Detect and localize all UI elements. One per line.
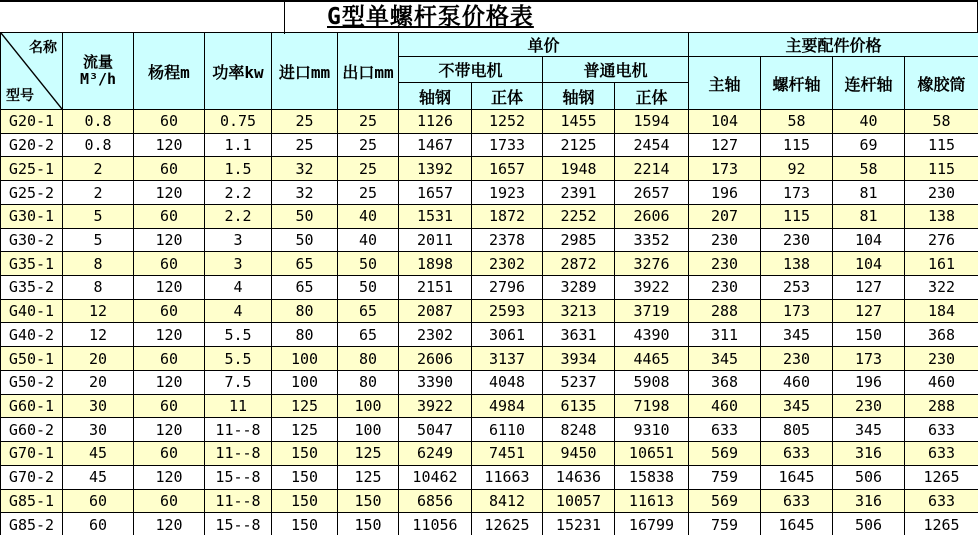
value-cell: 20 — [63, 347, 134, 371]
value-cell: 10651 — [615, 442, 689, 466]
value-cell: 3352 — [615, 228, 689, 252]
value-cell: 1265 — [905, 513, 978, 535]
value-cell: 1657 — [472, 157, 543, 181]
value-cell: 0.8 — [63, 133, 134, 157]
value-cell: 25 — [272, 110, 338, 134]
value-cell: 322 — [905, 276, 978, 300]
model-cell: G60-1 — [1, 394, 63, 418]
value-cell: 805 — [761, 418, 833, 442]
value-cell: 2302 — [472, 252, 543, 276]
value-cell: 120 — [134, 370, 205, 394]
value-cell: 506 — [833, 465, 905, 489]
value-cell: 80 — [272, 299, 338, 323]
value-cell: 115 — [905, 133, 978, 157]
value-cell: 60 — [134, 347, 205, 371]
model-cell: G85-1 — [1, 489, 63, 513]
value-cell: 2606 — [399, 347, 472, 371]
table-row — [1, 347, 978, 371]
value-cell: 25 — [338, 110, 399, 134]
value-cell: 120 — [134, 181, 205, 205]
value-cell: 25 — [272, 133, 338, 157]
value-cell: 173 — [761, 181, 833, 205]
value-cell: 196 — [689, 181, 761, 205]
value-cell: 125 — [272, 418, 338, 442]
value-cell: 633 — [689, 418, 761, 442]
value-cell: 60 — [134, 442, 205, 466]
value-cell: 2.2 — [205, 181, 272, 205]
value-cell: 2151 — [399, 276, 472, 300]
value-cell: 1126 — [399, 110, 472, 134]
value-cell: 150 — [338, 489, 399, 513]
table-row — [1, 204, 978, 228]
value-cell: 40 — [833, 110, 905, 134]
header-flow-line1: 流量 — [82, 53, 113, 71]
value-cell: 173 — [689, 157, 761, 181]
value-cell: 161 — [905, 252, 978, 276]
model-cell: G40-1 — [1, 299, 63, 323]
value-cell: 1455 — [543, 110, 615, 134]
value-cell: 120 — [134, 276, 205, 300]
value-cell: 2.2 — [205, 204, 272, 228]
value-cell: 633 — [905, 442, 978, 466]
value-cell: 3137 — [472, 347, 543, 371]
value-cell: 45 — [63, 465, 134, 489]
value-cell: 100 — [338, 394, 399, 418]
value-cell: 345 — [761, 394, 833, 418]
value-cell: 120 — [134, 228, 205, 252]
value-cell: 506 — [833, 513, 905, 535]
value-cell: 230 — [689, 252, 761, 276]
value-cell: 2593 — [472, 299, 543, 323]
value-cell: 81 — [833, 204, 905, 228]
value-cell: 58 — [833, 157, 905, 181]
table-row — [1, 394, 978, 418]
value-cell: 11 — [205, 394, 272, 418]
value-cell: 8412 — [472, 489, 543, 513]
header-inlet: 进口mm — [272, 33, 338, 110]
value-cell: 368 — [689, 370, 761, 394]
value-cell: 4390 — [615, 323, 689, 347]
header-no-motor-whole: 正体 — [472, 83, 543, 110]
value-cell: 1594 — [615, 110, 689, 134]
model-cell: G40-2 — [1, 323, 63, 347]
value-cell: 207 — [689, 204, 761, 228]
value-cell: 1645 — [761, 513, 833, 535]
value-cell: 1733 — [472, 133, 543, 157]
value-cell: 11--8 — [205, 418, 272, 442]
value-cell: 569 — [689, 489, 761, 513]
model-cell: G35-2 — [1, 276, 63, 300]
table-row — [1, 110, 978, 134]
value-cell: 115 — [905, 157, 978, 181]
value-cell: 12 — [63, 299, 134, 323]
value-cell: 7451 — [472, 442, 543, 466]
value-cell: 230 — [833, 394, 905, 418]
value-cell: 1252 — [472, 110, 543, 134]
value-cell: 65 — [272, 276, 338, 300]
value-cell: 150 — [272, 489, 338, 513]
table-row — [1, 276, 978, 300]
table-row — [1, 181, 978, 205]
value-cell: 127 — [689, 133, 761, 157]
value-cell: 1657 — [399, 181, 472, 205]
value-cell: 50 — [338, 276, 399, 300]
value-cell: 104 — [689, 110, 761, 134]
value-cell: 3631 — [543, 323, 615, 347]
value-cell: 173 — [833, 347, 905, 371]
value-cell: 65 — [338, 323, 399, 347]
value-cell: 460 — [689, 394, 761, 418]
value-cell: 65 — [338, 299, 399, 323]
header-no-motor-shaft-steel: 轴钢 — [399, 83, 472, 110]
value-cell: 288 — [689, 299, 761, 323]
value-cell: 4 — [205, 299, 272, 323]
value-cell: 1467 — [399, 133, 472, 157]
value-cell: 316 — [833, 489, 905, 513]
value-cell: 8 — [63, 252, 134, 276]
value-cell: 196 — [833, 370, 905, 394]
value-cell: 125 — [338, 465, 399, 489]
table-row — [1, 299, 978, 323]
model-cell: G60-2 — [1, 418, 63, 442]
value-cell: 127 — [833, 299, 905, 323]
value-cell: 5.5 — [205, 347, 272, 371]
value-cell: 1265 — [905, 465, 978, 489]
model-cell: G50-1 — [1, 347, 63, 371]
value-cell: 184 — [905, 299, 978, 323]
value-cell: 2 — [63, 181, 134, 205]
value-cell: 15231 — [543, 513, 615, 535]
value-cell: 138 — [905, 204, 978, 228]
value-cell: 173 — [761, 299, 833, 323]
value-cell: 30 — [63, 418, 134, 442]
value-cell: 2125 — [543, 133, 615, 157]
value-cell: 80 — [338, 370, 399, 394]
value-cell: 3289 — [543, 276, 615, 300]
value-cell: 25 — [338, 181, 399, 205]
value-cell: 12625 — [472, 513, 543, 535]
value-cell: 276 — [905, 228, 978, 252]
header-flow-line2: M³/h — [79, 70, 117, 88]
value-cell: 40 — [338, 204, 399, 228]
value-cell: 3276 — [615, 252, 689, 276]
value-cell: 3719 — [615, 299, 689, 323]
header-connecting-rod-shaft: 连杆轴 — [833, 57, 905, 110]
value-cell: 460 — [761, 370, 833, 394]
header-screw-shaft: 螺杆轴 — [761, 57, 833, 110]
value-cell: 5047 — [399, 418, 472, 442]
value-cell: 11613 — [615, 489, 689, 513]
value-cell: 4048 — [472, 370, 543, 394]
value-cell: 2985 — [543, 228, 615, 252]
value-cell: 1872 — [472, 204, 543, 228]
header-common-motor-group: 普通电机 — [543, 57, 689, 83]
value-cell: 8 — [63, 276, 134, 300]
value-cell: 2657 — [615, 181, 689, 205]
value-cell: 253 — [761, 276, 833, 300]
value-cell: 759 — [689, 513, 761, 535]
value-cell: 32 — [272, 181, 338, 205]
model-cell: G30-2 — [1, 228, 63, 252]
value-cell: 60 — [134, 394, 205, 418]
value-cell: 120 — [134, 133, 205, 157]
model-cell: G25-1 — [1, 157, 63, 181]
value-cell: 125 — [338, 442, 399, 466]
value-cell: 460 — [905, 370, 978, 394]
value-cell: 230 — [689, 276, 761, 300]
value-cell: 1.5 — [205, 157, 272, 181]
value-cell: 11056 — [399, 513, 472, 535]
value-cell: 60 — [63, 489, 134, 513]
value-cell: 127 — [833, 276, 905, 300]
value-cell: 32 — [272, 157, 338, 181]
model-cell: G30-1 — [1, 204, 63, 228]
model-cell: G70-1 — [1, 442, 63, 466]
value-cell: 30 — [63, 394, 134, 418]
value-cell: 4465 — [615, 347, 689, 371]
value-cell: 150 — [833, 323, 905, 347]
value-cell: 60 — [134, 489, 205, 513]
value-cell: 2391 — [543, 181, 615, 205]
value-cell: 81 — [833, 181, 905, 205]
value-cell: 10462 — [399, 465, 472, 489]
value-cell: 6110 — [472, 418, 543, 442]
value-cell: 150 — [272, 442, 338, 466]
value-cell: 2252 — [543, 204, 615, 228]
table-row — [1, 252, 978, 276]
value-cell: 5.5 — [205, 323, 272, 347]
value-cell: 60 — [134, 204, 205, 228]
value-cell: 2872 — [543, 252, 615, 276]
title-band — [0, 0, 978, 32]
value-cell: 311 — [689, 323, 761, 347]
value-cell: 120 — [134, 513, 205, 535]
value-cell: 5 — [63, 204, 134, 228]
value-cell: 0.8 — [63, 110, 134, 134]
value-cell: 3061 — [472, 323, 543, 347]
value-cell: 11--8 — [205, 489, 272, 513]
value-cell: 1898 — [399, 252, 472, 276]
corner-name-label: 名称 — [29, 40, 57, 56]
value-cell: 2378 — [472, 228, 543, 252]
value-cell: 5 — [63, 228, 134, 252]
value-cell: 633 — [905, 418, 978, 442]
value-cell: 10057 — [543, 489, 615, 513]
value-cell: 138 — [761, 252, 833, 276]
value-cell: 60 — [63, 513, 134, 535]
value-cell: 60 — [134, 110, 205, 134]
header-outlet: 出口mm — [338, 33, 399, 110]
value-cell: 50 — [272, 204, 338, 228]
header-common-motor-whole: 正体 — [615, 83, 689, 110]
value-cell: 125 — [272, 394, 338, 418]
header-no-motor-group: 不带电机 — [399, 57, 543, 83]
price-table — [0, 32, 978, 535]
value-cell: 9310 — [615, 418, 689, 442]
value-cell: 14636 — [543, 465, 615, 489]
table-row — [1, 133, 978, 157]
value-cell: 230 — [905, 347, 978, 371]
value-cell: 40 — [338, 228, 399, 252]
value-cell: 2214 — [615, 157, 689, 181]
value-cell: 58 — [905, 110, 978, 134]
value-cell: 1948 — [543, 157, 615, 181]
header-rubber-tube: 橡胶筒 — [905, 57, 978, 110]
value-cell: 230 — [761, 228, 833, 252]
value-cell: 5237 — [543, 370, 615, 394]
header-flow — [63, 33, 134, 110]
value-cell: 58 — [761, 110, 833, 134]
value-cell: 4984 — [472, 394, 543, 418]
table-row — [1, 370, 978, 394]
header-parts-price-group: 主要配件价格 — [689, 33, 978, 57]
table-row — [1, 442, 978, 466]
value-cell: 100 — [272, 370, 338, 394]
value-cell: 2011 — [399, 228, 472, 252]
value-cell: 4 — [205, 276, 272, 300]
value-cell: 120 — [134, 418, 205, 442]
value-cell: 1923 — [472, 181, 543, 205]
table-header — [1, 33, 978, 110]
value-cell: 1645 — [761, 465, 833, 489]
model-cell: G25-2 — [1, 181, 63, 205]
title-cell-divider — [284, 2, 285, 34]
value-cell: 69 — [833, 133, 905, 157]
table-row — [1, 157, 978, 181]
model-cell: G70-2 — [1, 465, 63, 489]
model-cell: G85-2 — [1, 513, 63, 535]
header-lift: 杨程m — [134, 33, 205, 110]
value-cell: 65 — [272, 252, 338, 276]
value-cell: 230 — [905, 181, 978, 205]
value-cell: 345 — [689, 347, 761, 371]
value-cell: 3 — [205, 228, 272, 252]
value-cell: 80 — [272, 323, 338, 347]
value-cell: 759 — [689, 465, 761, 489]
value-cell: 2087 — [399, 299, 472, 323]
header-common-motor-shaft-steel: 轴钢 — [543, 83, 615, 110]
value-cell: 6249 — [399, 442, 472, 466]
value-cell: 288 — [905, 394, 978, 418]
header-power: 功率kw — [205, 33, 272, 110]
value-cell: 7.5 — [205, 370, 272, 394]
value-cell: 2454 — [615, 133, 689, 157]
page-title: G型单螺杆泵价格表 — [327, 4, 534, 30]
table-body — [1, 110, 978, 535]
value-cell: 345 — [761, 323, 833, 347]
value-cell: 100 — [272, 347, 338, 371]
table-row — [1, 513, 978, 535]
value-cell: 150 — [338, 513, 399, 535]
value-cell: 15--8 — [205, 465, 272, 489]
value-cell: 104 — [833, 252, 905, 276]
value-cell: 25 — [338, 133, 399, 157]
value-cell: 80 — [338, 347, 399, 371]
table-row — [1, 323, 978, 347]
value-cell: 368 — [905, 323, 978, 347]
value-cell: 120 — [134, 465, 205, 489]
value-cell: 5908 — [615, 370, 689, 394]
value-cell: 115 — [761, 204, 833, 228]
value-cell: 50 — [272, 228, 338, 252]
value-cell: 230 — [761, 347, 833, 371]
corner-header-cell — [1, 33, 63, 110]
value-cell: 1.1 — [205, 133, 272, 157]
value-cell: 569 — [689, 442, 761, 466]
value-cell: 633 — [905, 489, 978, 513]
value-cell: 0.75 — [205, 110, 272, 134]
value-cell: 150 — [272, 465, 338, 489]
value-cell: 6856 — [399, 489, 472, 513]
value-cell: 45 — [63, 442, 134, 466]
value-cell: 6135 — [543, 394, 615, 418]
value-cell: 316 — [833, 442, 905, 466]
value-cell: 15--8 — [205, 513, 272, 535]
table-row — [1, 465, 978, 489]
model-cell: G35-1 — [1, 252, 63, 276]
corner-model-label: 型号 — [6, 88, 34, 104]
value-cell: 104 — [833, 228, 905, 252]
value-cell: 7198 — [615, 394, 689, 418]
value-cell: 25 — [338, 157, 399, 181]
table-row — [1, 228, 978, 252]
value-cell: 15838 — [615, 465, 689, 489]
value-cell: 3390 — [399, 370, 472, 394]
value-cell: 633 — [761, 442, 833, 466]
value-cell: 1392 — [399, 157, 472, 181]
value-cell: 8248 — [543, 418, 615, 442]
value-cell: 120 — [134, 323, 205, 347]
value-cell: 3213 — [543, 299, 615, 323]
model-cell: G50-2 — [1, 370, 63, 394]
model-cell: G20-1 — [1, 110, 63, 134]
value-cell: 2 — [63, 157, 134, 181]
value-cell: 16799 — [615, 513, 689, 535]
table-row — [1, 489, 978, 513]
value-cell: 3922 — [615, 276, 689, 300]
value-cell: 3922 — [399, 394, 472, 418]
value-cell: 633 — [761, 489, 833, 513]
header-unit-price-group: 单价 — [399, 33, 689, 57]
value-cell: 11--8 — [205, 442, 272, 466]
value-cell: 12 — [63, 323, 134, 347]
value-cell: 60 — [134, 157, 205, 181]
value-cell: 92 — [761, 157, 833, 181]
value-cell: 60 — [134, 252, 205, 276]
value-cell: 115 — [761, 133, 833, 157]
value-cell: 230 — [689, 228, 761, 252]
value-cell: 3 — [205, 252, 272, 276]
value-cell: 20 — [63, 370, 134, 394]
value-cell: 2606 — [615, 204, 689, 228]
model-cell: G20-2 — [1, 133, 63, 157]
value-cell: 100 — [338, 418, 399, 442]
value-cell: 60 — [134, 299, 205, 323]
value-cell: 3934 — [543, 347, 615, 371]
header-main-shaft: 主轴 — [689, 57, 761, 110]
value-cell: 50 — [338, 252, 399, 276]
value-cell: 2796 — [472, 276, 543, 300]
value-cell: 2302 — [399, 323, 472, 347]
value-cell: 9450 — [543, 442, 615, 466]
value-cell: 150 — [272, 513, 338, 535]
value-cell: 1531 — [399, 204, 472, 228]
table-row — [1, 418, 978, 442]
value-cell: 11663 — [472, 465, 543, 489]
value-cell: 345 — [833, 418, 905, 442]
